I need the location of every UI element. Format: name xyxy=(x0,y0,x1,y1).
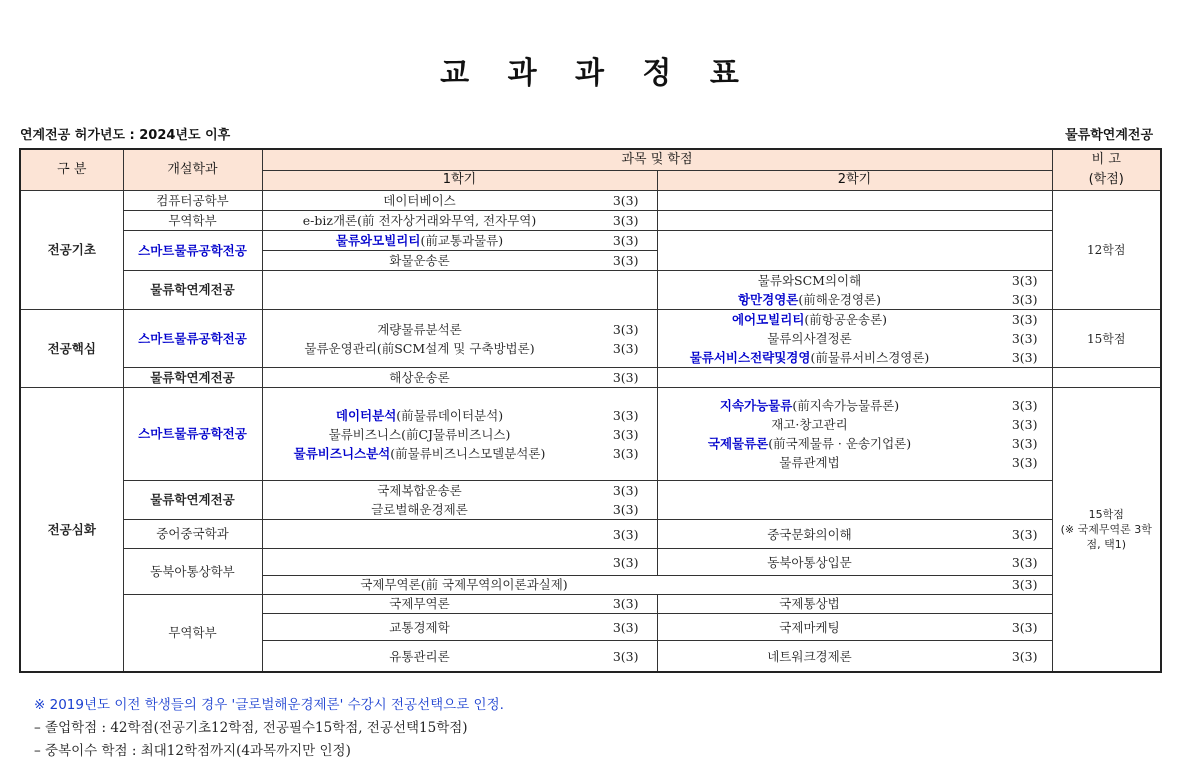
credit: 3(3) xyxy=(1011,350,1038,365)
credit: 3(3) xyxy=(1011,417,1038,432)
credit: 3(3) xyxy=(1011,436,1038,451)
dept-cell: 물류학연계전공 xyxy=(123,368,262,388)
credit: 3(3) xyxy=(612,619,639,635)
dept-cell: 물류학연계전공 xyxy=(123,271,262,310)
subject: 물류비즈니스(前CJ물류비즈니스) xyxy=(328,426,511,442)
subject-old-name: (前물류서비스경영론) xyxy=(810,350,930,365)
credit: 3(3) xyxy=(612,596,639,611)
credit: 3(3) xyxy=(1011,398,1038,413)
sem1-cell xyxy=(262,211,657,231)
sem2-cell xyxy=(657,368,1052,388)
subject-new-name: 국제물류론 xyxy=(707,436,769,451)
subject-new-name: 물류비즈니스분석 xyxy=(293,445,391,461)
footnote-note: ※ 2019년도 이전 학생들의 경우 '글로벌해운경제론' 수강시 전공선택으로 인정. xyxy=(34,697,504,713)
subject-old-name: (前물류데이터분석) xyxy=(396,407,504,423)
subject: 물류관계법 xyxy=(779,455,840,470)
table-row xyxy=(20,549,1161,576)
credit: 3(3) xyxy=(612,483,639,498)
subject: 계량물류분석론 xyxy=(377,321,462,337)
credit: 3(3) xyxy=(612,253,639,268)
footnote-duplicate-credits: – 중복이수 학점 : 최대12학점까지(4과목까지만 인정) xyxy=(34,743,351,759)
subject: 중국문화의이해 xyxy=(767,526,852,542)
credit: 3(3) xyxy=(1011,273,1038,288)
sem1-cell xyxy=(262,191,657,211)
subject xyxy=(662,434,958,453)
credit: 3(3) xyxy=(1011,331,1038,346)
subject xyxy=(267,406,573,425)
credit: 3(3) xyxy=(612,526,639,542)
header-note-line1: 비 고 xyxy=(1091,152,1121,167)
dept-cell: 스마트물류공학전공 xyxy=(123,310,262,368)
subject-new-name: 에어모빌리티 xyxy=(731,312,805,327)
subject: 교통경제학 xyxy=(389,619,450,635)
page-title: 교 과 과 정 표 xyxy=(440,56,753,91)
credit: 3(3) xyxy=(612,370,639,385)
header-subjects: 과목 및 학점 xyxy=(262,149,1052,170)
subject: 해상운송론 xyxy=(389,370,450,385)
dept-cell: 스마트물류공학전공 xyxy=(123,388,262,481)
subject: 국제무역론(前 국제무역의이론과실제) xyxy=(360,577,568,592)
subject: 유통관리론 xyxy=(389,648,450,664)
subject-old-name: (前지속가능물류론) xyxy=(792,398,900,413)
sem1-cell xyxy=(262,231,657,251)
subject-new-name: 지속가능물류 xyxy=(719,398,793,413)
credit: 3(3) xyxy=(612,213,639,228)
credit: 3(3) xyxy=(1011,619,1038,635)
subject: 데이터베이스 xyxy=(383,193,456,208)
credit: 3(3) xyxy=(612,340,639,356)
table-row xyxy=(20,310,1161,368)
credit: 3(3) xyxy=(612,193,639,208)
sem2-cell xyxy=(657,614,1052,641)
header-category: 구 분 xyxy=(20,149,123,191)
header-dept: 개설학과 xyxy=(123,149,262,191)
sem1-cell xyxy=(262,368,657,388)
sem1-cell xyxy=(262,481,657,520)
curriculum-table xyxy=(19,148,1162,673)
subject-old-name: (前물류비즈니스모델분석론) xyxy=(390,445,546,461)
credit: 3(3) xyxy=(612,233,639,248)
subject xyxy=(662,310,958,329)
sem2-cell xyxy=(657,549,1052,576)
table-row xyxy=(20,481,1161,520)
table-row xyxy=(20,231,1161,251)
sem1-cell xyxy=(262,520,657,549)
credit: 3(3) xyxy=(612,407,639,423)
permit-year-label: 연계전공 허가년도 : 2024년도 이후 xyxy=(20,128,231,143)
credit: 3(3) xyxy=(1011,648,1038,664)
footnote-graduation-credits: – 졸업학점 : 42학점(전공기초12학점, 전공필수15학점, 전공선택15학점) xyxy=(34,720,468,736)
sem1-cell xyxy=(262,310,657,368)
sem2-cell xyxy=(657,520,1052,549)
credit: 3(3) xyxy=(612,648,639,664)
header-note-line2: (학점) xyxy=(1088,172,1124,187)
subject-new-name: 데이터분석 xyxy=(335,407,397,423)
sem1-cell xyxy=(262,641,657,673)
sem2-cell xyxy=(657,271,1052,310)
sem1-cell xyxy=(262,388,657,481)
subject-new-name: 물류와모빌리티 xyxy=(335,233,421,248)
sem1-cell xyxy=(262,549,657,576)
program-name-label: 물류학연계전공 xyxy=(1065,128,1153,143)
sem2-cell xyxy=(657,595,1052,614)
subject: 국제무역론 xyxy=(389,596,450,611)
dept-cell: 중어중국학과 xyxy=(123,520,262,549)
credit: 3(3) xyxy=(1011,577,1038,592)
credit: 3(3) xyxy=(612,502,639,517)
sem2-cell xyxy=(657,310,1052,368)
sem1-cell xyxy=(262,271,657,310)
credit: 3(3) xyxy=(1011,312,1038,327)
subject: 네트워크경제론 xyxy=(767,648,852,664)
dept-cell: 물류학연계전공 xyxy=(123,481,262,520)
note-gicho: 12학점 xyxy=(1052,191,1161,310)
subject-old-name: (前국제물류 · 운송기업론) xyxy=(768,436,912,451)
table-row xyxy=(20,520,1161,549)
credit: 3(3) xyxy=(612,554,639,570)
subject xyxy=(662,290,958,309)
header-sem2: 2학기 xyxy=(657,170,1052,190)
table-row xyxy=(20,595,1161,614)
table-row xyxy=(20,368,1161,388)
credit: 3(3) xyxy=(612,426,639,442)
subject: 재고·창고관리 xyxy=(771,417,848,432)
credit: 3(3) xyxy=(1011,526,1038,542)
credit: 3(3) xyxy=(612,321,639,337)
subject: 화물운송론 xyxy=(389,253,450,268)
note-simhwa-line1: 15학점 xyxy=(1088,508,1124,521)
credit: 3(3) xyxy=(1011,554,1038,570)
subject: 글로벌해운경제론 xyxy=(371,502,468,517)
sem2-cell xyxy=(657,191,1052,211)
subject: 물류와SCM의이해 xyxy=(757,273,862,288)
table-row xyxy=(20,271,1161,310)
dept-cell: 무역학부 xyxy=(123,595,262,673)
subject-old-name: (前교통과물류) xyxy=(420,233,504,248)
subject: 물류의사결정론 xyxy=(767,331,852,346)
sem2-cell xyxy=(657,388,1052,481)
subject: 국제복합운송론 xyxy=(377,483,462,498)
table-row xyxy=(20,191,1161,211)
subject xyxy=(662,396,958,415)
category-gicho: 전공기초 xyxy=(20,191,123,310)
dept-cell: 무역학부 xyxy=(123,211,262,231)
category-simhwa: 전공심화 xyxy=(20,388,123,673)
subject: 물류운영관리(前SCM설계 및 구축방법론) xyxy=(304,340,535,356)
subject-old-name: (前항공운송론) xyxy=(804,312,888,327)
header-sem1: 1학기 xyxy=(262,170,657,190)
note-simhwa xyxy=(1052,388,1161,673)
sem2-cell xyxy=(657,481,1052,520)
header-note xyxy=(1052,149,1161,191)
note-haeksim: 15학점 xyxy=(1052,310,1161,368)
merged-cell xyxy=(262,576,1052,595)
category-haeksim: 전공핵심 xyxy=(20,310,123,388)
subject: 동북아통상입문 xyxy=(767,554,852,570)
note-empty xyxy=(1052,368,1161,388)
subject: e-biz개론(前 전자상거래와무역, 전자무역) xyxy=(302,213,537,228)
dept-cell: 동북아통상학부 xyxy=(123,549,262,595)
subject xyxy=(662,348,958,367)
sem1-cell xyxy=(262,251,657,271)
dept-cell: 스마트물류공학전공 xyxy=(123,231,262,271)
credit: 3(3) xyxy=(1011,455,1038,470)
subject xyxy=(267,231,573,250)
subject: 국제통상법 xyxy=(779,596,840,611)
note-simhwa-line2: (※ 국제무역론 3학점, 택1) xyxy=(1060,523,1152,551)
credit: 3(3) xyxy=(1011,292,1038,307)
subject-new-name: 항만경영론 xyxy=(737,292,799,307)
credit: 3(3) xyxy=(612,445,639,461)
sem2-cell xyxy=(657,231,1052,271)
sem1-cell xyxy=(262,614,657,641)
sem2-cell xyxy=(657,211,1052,231)
table-row xyxy=(20,211,1161,231)
sem1-cell xyxy=(262,595,657,614)
sem2-cell xyxy=(657,641,1052,673)
subject-new-name: 물류서비스전략및경영 xyxy=(689,350,811,365)
table-row xyxy=(20,388,1161,481)
subject xyxy=(267,444,573,463)
subject-old-name: (前해운경영론) xyxy=(798,292,882,307)
dept-cell: 컴퓨터공학부 xyxy=(123,191,262,211)
subject: 국제마케팅 xyxy=(779,619,840,635)
